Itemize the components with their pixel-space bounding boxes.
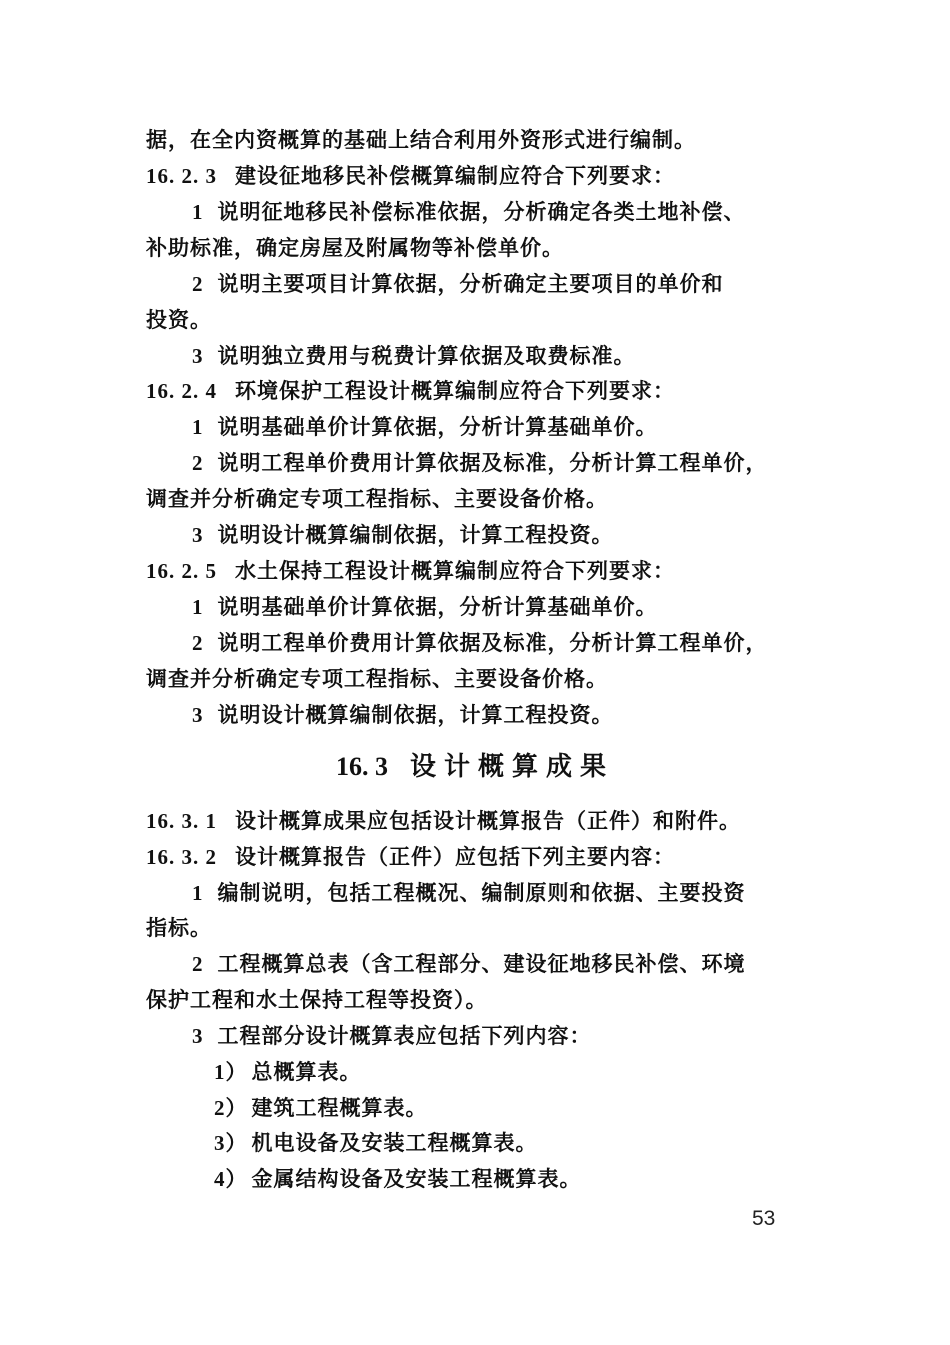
section-number: 16. 3 [335,752,388,781]
item-number: 2 [192,631,204,655]
sub-item-text: 总概算表。 [251,1059,362,1084]
item-text: 说明主要项目计算依据，分析确定主要项目的单价和 [217,271,724,296]
item-number: 3 [192,344,204,368]
item-line [192,1021,592,1051]
page-number: 53 [752,1207,776,1230]
line-text: 调查并分析确定专项工程指标、主要设备价格。 [146,666,608,691]
item-text: 说明基础单价计算依据，分析计算基础单价。 [217,594,658,619]
item-text: 说明设计概算编制依据，计算工程投资。 [217,702,614,727]
item-line [192,592,658,622]
clause-16-2-3 [146,161,675,191]
item-number: 2 [192,272,204,296]
line-text: 调查并分析确定专项工程指标、主要设备价格。 [146,486,608,511]
item-text: 工程概算总表（含工程部分、建设征地移民补偿、环境 [217,951,746,976]
item-text: 说明工程单价费用计算依据及标准，分析计算工程单价， [217,630,768,655]
sub-item-text: 建筑工程概算表。 [251,1095,428,1120]
clause-16-2-4 [146,376,675,406]
item-number: 2 [192,451,204,475]
text-line-continuation [146,484,608,514]
clause-number: 16. 2. 3 [146,164,217,188]
text-line-continuation [146,985,488,1015]
item-line [192,197,746,227]
text-line-continuation [146,913,212,943]
item-text: 编制说明，包括工程概况、编制原则和依据、主要投资 [217,880,746,905]
item-line [192,878,746,908]
clause-text: 建设征地移民补偿概算编制应符合下列要求： [235,163,675,188]
clause-text: 环境保护工程设计概算编制应符合下列要求： [235,378,675,403]
clause-number: 16. 2. 5 [146,559,217,583]
item-text: 说明征地移民补偿标准依据，分析确定各类土地补偿、 [217,199,746,224]
item-line [192,520,614,550]
sub-item-number: 1） [214,1060,248,1084]
section-heading-text: 设计概算成果 [409,752,614,782]
clause-number: 16. 3. 1 [146,809,217,833]
sub-item-text: 金属结构设备及安装工程概算表。 [251,1166,582,1191]
item-line [192,341,636,371]
item-number: 3 [192,1024,204,1048]
text-line-continuation [146,664,608,694]
clause-number: 16. 2. 4 [146,379,217,403]
sub-item-line [214,1164,582,1194]
item-number: 1 [192,415,204,439]
sub-item-text: 机电设备及安装工程概算表。 [251,1130,538,1155]
text-line-continuation [146,125,696,155]
clause-text: 设计概算报告（正件）应包括下列主要内容： [235,844,675,869]
item-number: 3 [192,523,204,547]
clause-16-2-5 [146,556,675,586]
item-text: 说明工程单价费用计算依据及标准，分析计算工程单价， [217,450,768,475]
text-line-continuation [146,233,564,263]
section-heading [0,750,950,784]
clause-16-3-1 [146,806,741,836]
clause-16-3-2 [146,842,675,872]
item-line [192,700,614,730]
item-text: 工程部分设计概算表应包括下列内容： [217,1023,592,1048]
line-text: 投资。 [146,307,212,332]
sub-item-number: 4） [214,1167,248,1191]
item-number: 1 [192,200,204,224]
item-number: 2 [192,952,204,976]
item-number: 1 [192,595,204,619]
clause-text: 水土保持工程设计概算编制应符合下列要求： [235,558,675,583]
sub-item-line [214,1128,538,1158]
sub-item-number: 2） [214,1096,248,1120]
item-line [192,269,724,299]
sub-item-number: 3） [214,1131,248,1155]
sub-item-line [214,1057,362,1087]
sub-item-line [214,1093,428,1123]
item-line [192,448,768,478]
line-text: 补助标准，确定房屋及附属物等补偿单价。 [146,235,564,260]
item-text: 说明设计概算编制依据，计算工程投资。 [217,522,614,547]
item-line [192,628,768,658]
item-line [192,412,658,442]
line-text: 据，在全内资概算的基础上结合利用外资形式进行编制。 [146,127,696,152]
text-line-continuation [146,305,212,335]
clause-number: 16. 3. 2 [146,845,217,869]
line-text: 指标。 [146,915,212,940]
item-text: 说明基础单价计算依据，分析计算基础单价。 [217,414,658,439]
item-text: 说明独立费用与税费计算依据及取费标准。 [217,343,636,368]
clause-text: 设计概算成果应包括设计概算报告（正件）和附件。 [235,808,741,833]
line-text: 保护工程和水土保持工程等投资）。 [146,987,488,1012]
item-number: 1 [192,881,204,905]
item-line [192,949,746,979]
item-number: 3 [192,703,204,727]
